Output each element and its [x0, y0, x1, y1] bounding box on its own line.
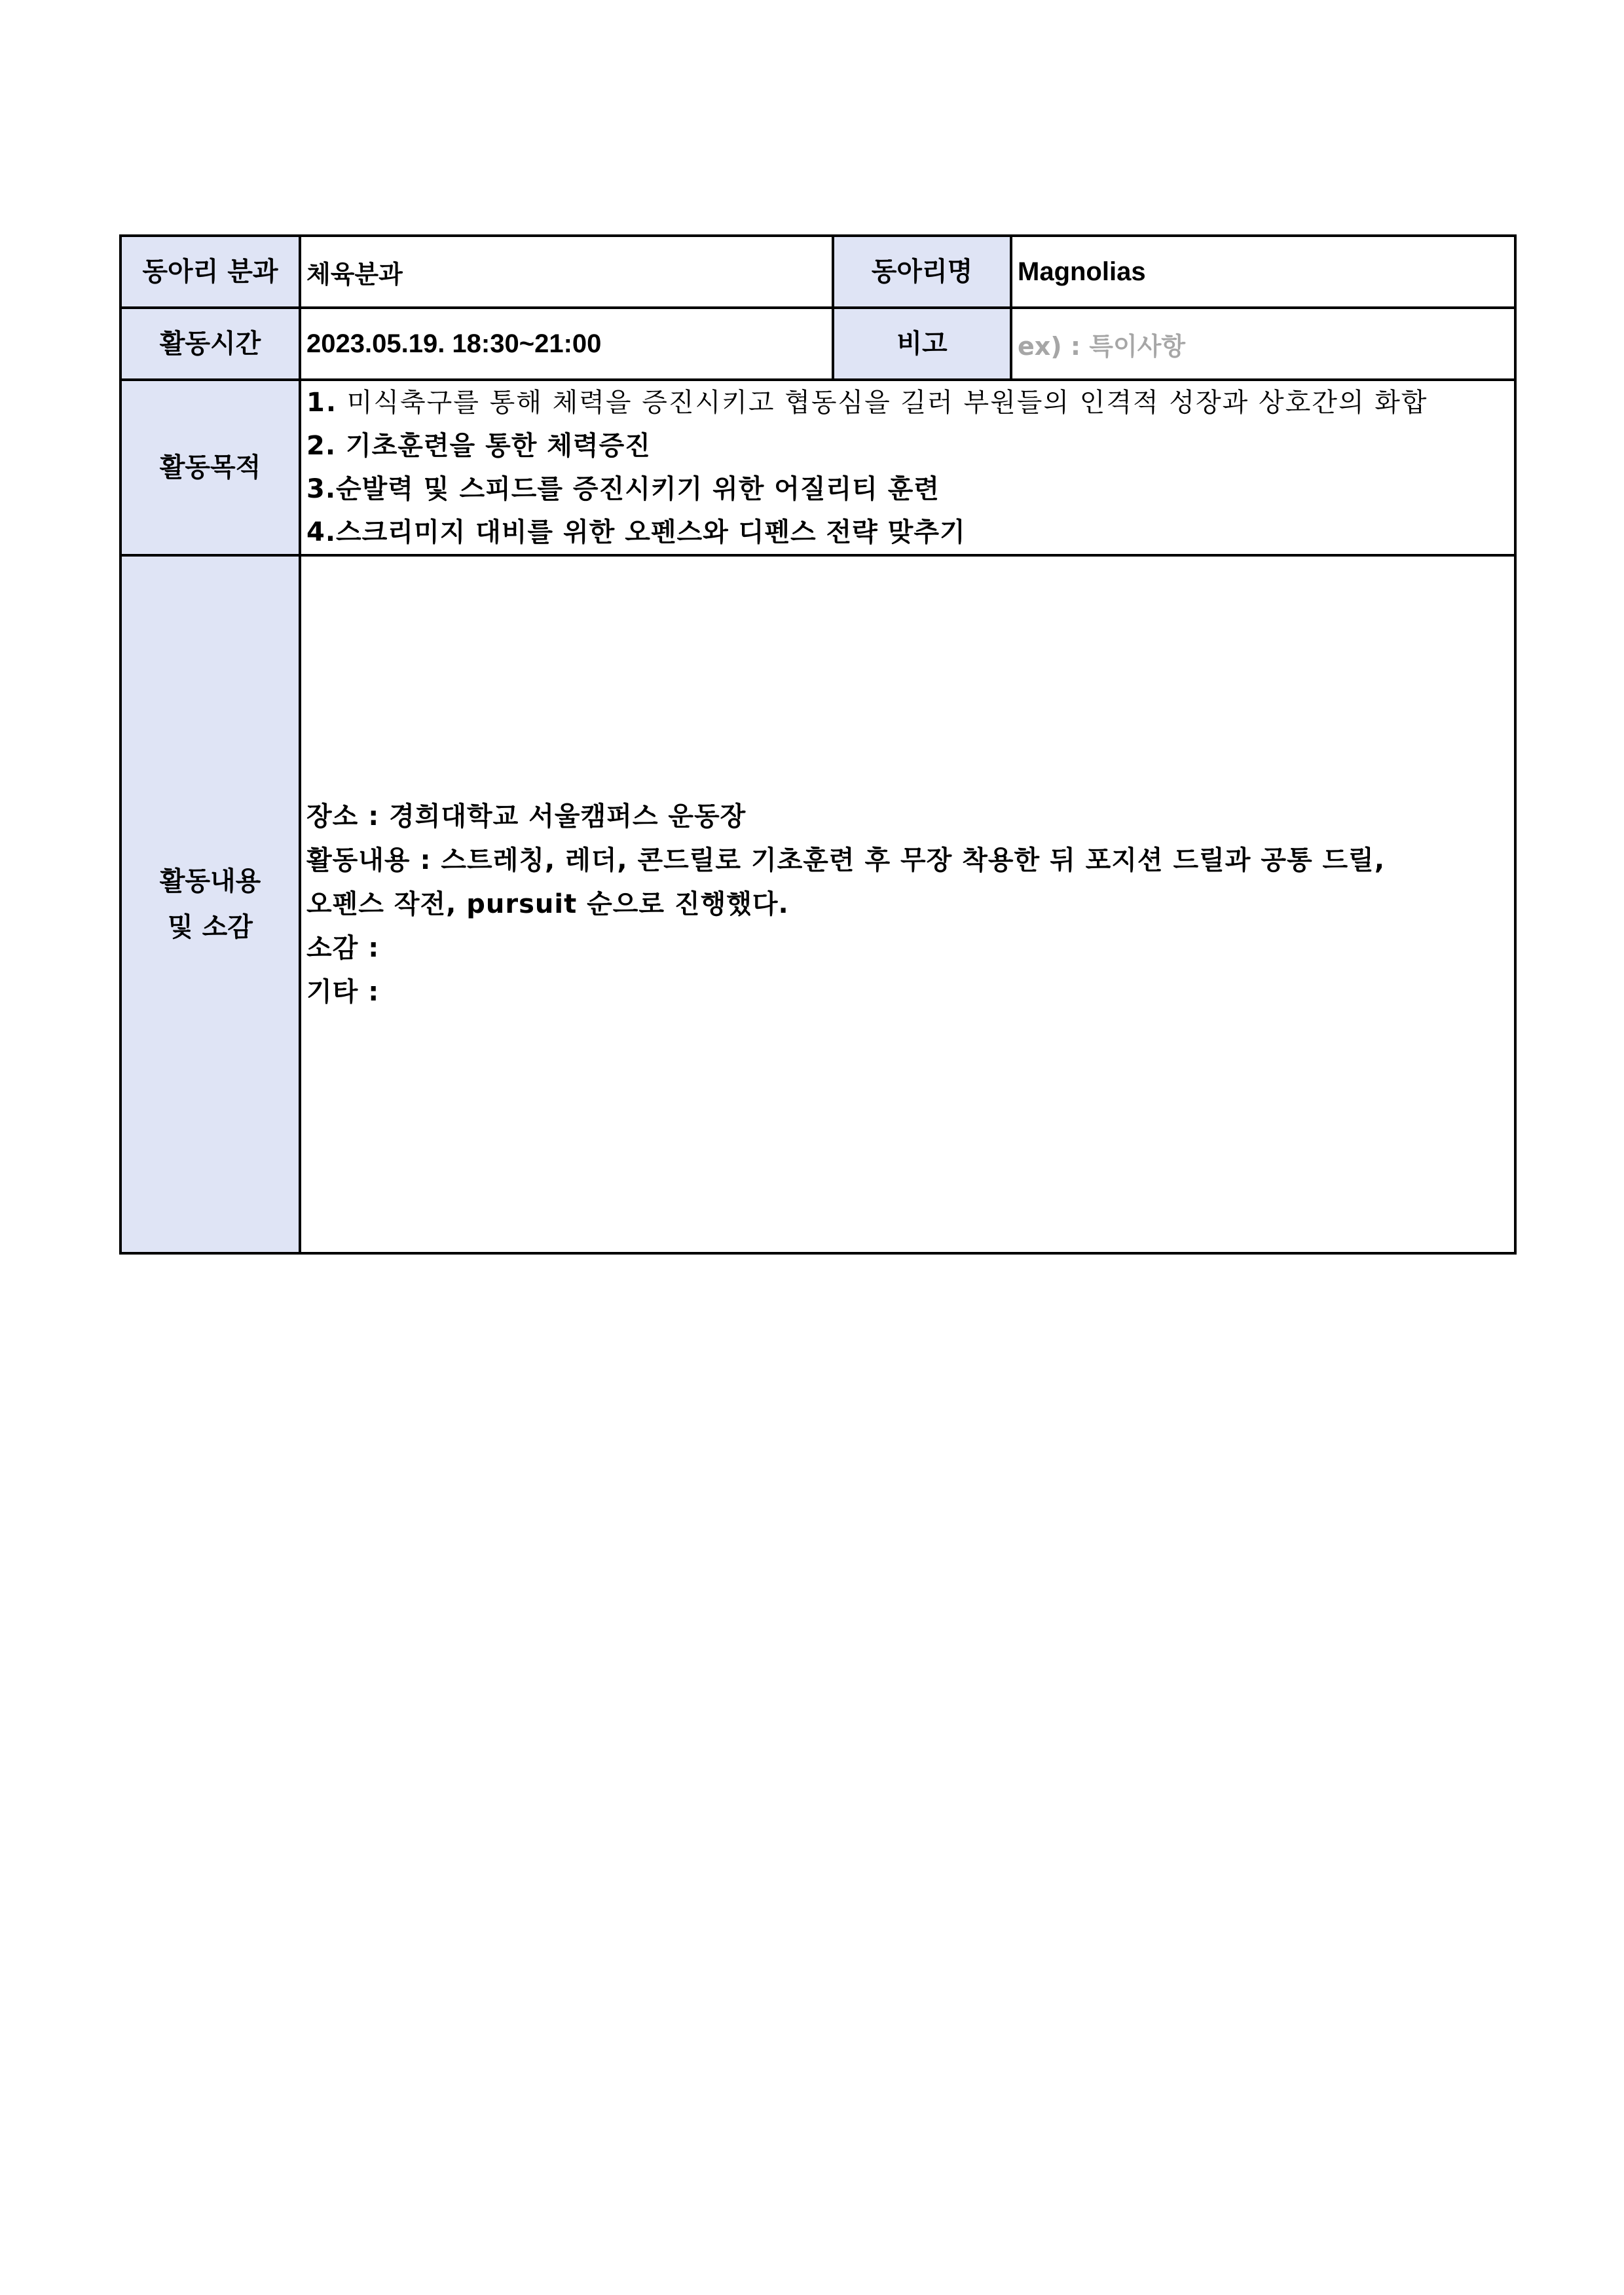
purpose-row — [120, 380, 1515, 555]
purpose-item — [306, 511, 1514, 554]
content-row — [120, 555, 1515, 1253]
location-line: 장소 : 경희대학교 서울캠퍼스 운동장 — [306, 801, 747, 832]
purpose-item-text: 미식축구를 통해 체력을 증진시키고 협동심을 길러 부원들의 인격적 성장과 상호간의 화합 — [337, 388, 1428, 418]
impression-line: 소감 : — [306, 932, 380, 963]
purpose-item — [306, 381, 1514, 424]
purpose-item — [306, 424, 1514, 468]
purpose-item-text: 순발력 및 스피드를 증진시키기 위한 어질리티 훈련 — [336, 474, 940, 504]
division-value: 체육분과 — [300, 236, 833, 308]
time-label: 활동시간 — [120, 308, 300, 380]
purpose-list — [301, 381, 1514, 554]
content-label-line2: 및 소감 — [168, 912, 253, 942]
purpose-item-number: 2. — [306, 431, 337, 461]
content-cell — [300, 555, 1515, 1253]
purpose-item-number: 1. — [306, 388, 338, 418]
activity-line-1: 활동내용 : 스트레칭, 레더, 콘드릴로 기초훈련 후 무장 착용한 뒤 포지션 드릴과 공통 드릴, — [306, 845, 1386, 875]
division-row — [120, 236, 1515, 308]
activity-line-2: 오펜스 작전, pursuit 순으로 진행했다. — [306, 889, 789, 919]
purpose-item-text: 스크리미지 대비를 위한 오펜스와 디펜스 전략 맞추기 — [336, 517, 966, 547]
activity-report-table — [119, 234, 1517, 1255]
division-label: 동아리 분과 — [120, 236, 300, 308]
content-label-line1: 활동내용 — [159, 866, 261, 896]
remarks-placeholder: ex) : 특이사항 — [1011, 308, 1515, 380]
club-name-label: 동아리명 — [833, 236, 1011, 308]
etc-line: 기타 : — [306, 976, 380, 1007]
time-row — [120, 308, 1515, 380]
remarks-label: 비고 — [833, 308, 1011, 380]
purpose-label: 활동목적 — [120, 380, 300, 555]
purpose-cell — [300, 380, 1515, 555]
purpose-item-text: 기초훈련을 통한 체력증진 — [336, 431, 651, 461]
purpose-item — [306, 468, 1514, 511]
content-label — [120, 555, 300, 1253]
purpose-item-number: 4. — [306, 517, 337, 547]
purpose-item-number: 3. — [306, 474, 337, 504]
content-block — [301, 795, 1514, 1014]
time-value: 2023.05.19. 18:30~21:00 — [300, 308, 833, 380]
club-name-value: Magnolias — [1011, 236, 1515, 308]
